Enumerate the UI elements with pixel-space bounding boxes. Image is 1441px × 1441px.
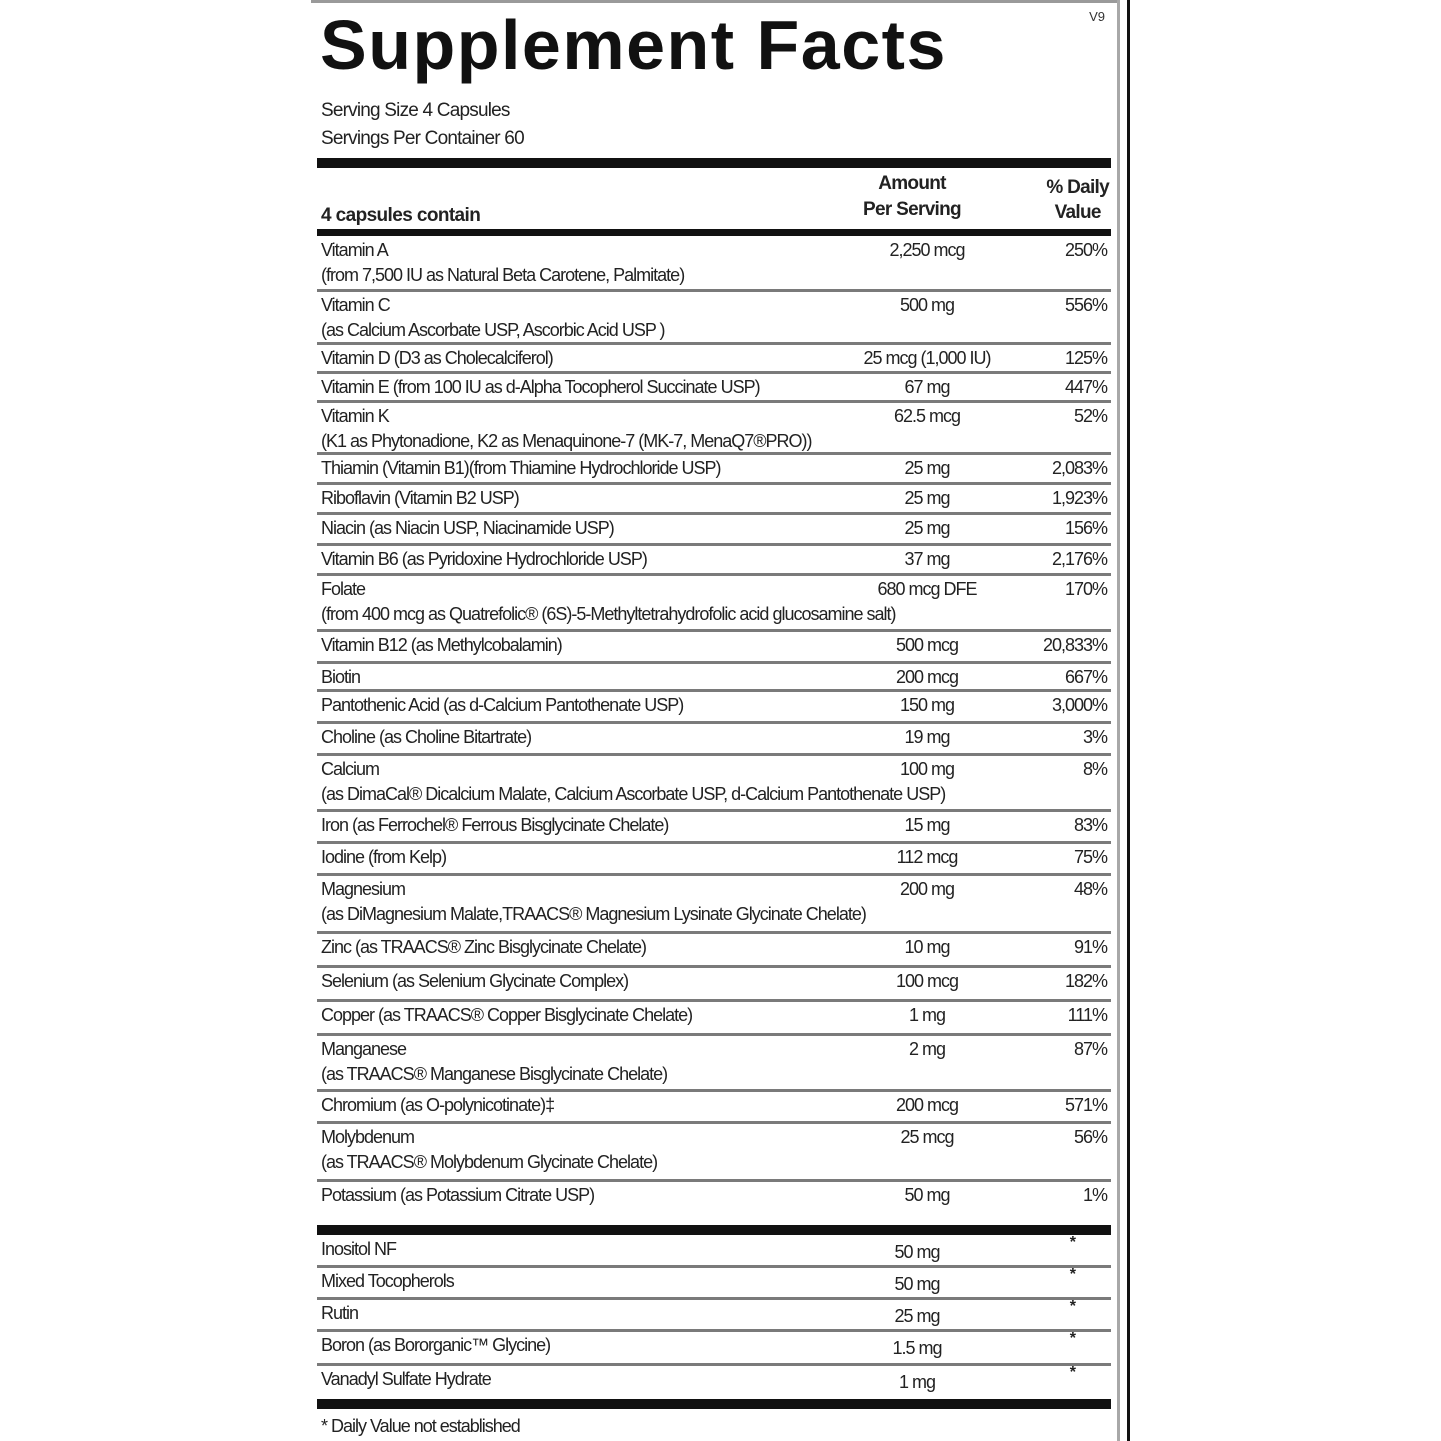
nutrient-row [317, 237, 1111, 292]
nutrient-amount: 25 mcg (1,000 IU) [863, 348, 991, 368]
nutrient-name: Folate [321, 579, 366, 599]
nutrient-row [317, 876, 1111, 934]
version-code: V9 [1089, 9, 1105, 24]
nutrient-amount: 100 mcg [895, 971, 959, 991]
nutrient-row [317, 632, 1111, 664]
ingredient-amount: 1 mg [898, 1372, 936, 1392]
nutrient-daily-value: 125% [1064, 348, 1107, 368]
header-amount [837, 171, 987, 223]
nutrient-daily-value: 83% [1073, 815, 1107, 835]
nutrient-amount: 37 mg [904, 549, 950, 569]
nutrient-row [317, 546, 1111, 576]
nutrient-name: Selenium (as Selenium Glycinate Complex) [321, 971, 629, 991]
other-ingredient-row [317, 1268, 1111, 1300]
nutrient-source: (as DimaCal® Dicalcium Malate, Calcium Ascorbate USP, d-Calcium Pantothenate USP) [321, 784, 946, 804]
footnote: * Daily Value not established [321, 1416, 520, 1436]
nutrient-daily-value: 2,176% [1051, 549, 1107, 569]
ingredient-name: Rutin [321, 1303, 359, 1323]
nutrient-row [317, 455, 1111, 485]
nutrient-amount: 25 mg [904, 488, 950, 508]
nutrient-row [317, 576, 1111, 632]
header-contain: 4 capsules contain [321, 205, 481, 226]
nutrient-source: (from 400 mcg as Quatrefolic® (6S)-5-Methyltetrahydrofolic acid glucosamine salt) [321, 604, 896, 624]
label-frame-right [1117, 0, 1120, 1441]
nutrient-amount: 2,250 mcg [889, 240, 965, 260]
nutrient-amount: 50 mg [904, 1185, 950, 1205]
nutrient-amount: 67 mg [904, 377, 950, 397]
serving-size: Serving Size 4 Capsules [321, 100, 510, 121]
supplement-facts-label [311, 0, 1117, 1441]
nutrient-row [317, 485, 1111, 515]
nutrient-row [317, 1036, 1111, 1092]
nutrient-name: Chromium (as O-polynicotinate)‡ [321, 1095, 555, 1115]
nutrient-daily-value: 1% [1082, 1185, 1107, 1205]
nutrient-source: (as TRAACS® Molybdenum Glycinate Chelate) [321, 1152, 658, 1172]
nutrient-daily-value: 250% [1064, 240, 1107, 260]
nutrient-name: Copper (as TRAACS® Copper Bisglycinate Chelate) [321, 1005, 693, 1025]
nutrient-amount: 200 mg [899, 879, 955, 899]
nutrient-name: Riboflavin (Vitamin B2 USP) [321, 488, 519, 508]
nutrient-name: Biotin [321, 667, 361, 687]
nutrient-source: (as DiMagnesium Malate,TRAACS® Magnesium Lysinate Glycinate Chelate) [321, 904, 866, 924]
nutrient-row [317, 664, 1111, 692]
nutrient-name: Vitamin E (from 100 IU as d-Alpha Tocopherol Succinate USP) [321, 377, 760, 397]
nutrient-daily-value: 571% [1064, 1095, 1107, 1115]
nutrient-row [317, 292, 1111, 345]
ingredient-daily-value: * [1069, 1266, 1075, 1283]
nutrient-amount: 500 mg [899, 295, 955, 315]
ingredient-name: Boron (as Bororganic™ Glycine) [321, 1335, 551, 1355]
nutrient-row [317, 934, 1111, 968]
other-ingredient-row [317, 1300, 1111, 1332]
ingredient-name: Mixed Tocopherols [321, 1271, 454, 1291]
nutrient-amount: 15 mg [904, 815, 950, 835]
nutrient-name: Vitamin B6 (as Pyridoxine Hydrochloride USP) [321, 549, 647, 569]
servings-per-container: Servings Per Container 60 [321, 128, 524, 149]
nutrient-name: Vitamin K [321, 406, 389, 426]
nutrient-daily-value: 20,833% [1042, 635, 1107, 655]
nutrient-name: Calcium [321, 759, 380, 779]
label-title: Supplement Facts [320, 6, 947, 84]
header-dv-line2: Value [1054, 202, 1101, 223]
nutrient-daily-value: 556% [1064, 295, 1107, 315]
nutrient-row [317, 1002, 1111, 1036]
other-ingredient-row [317, 1366, 1111, 1400]
nutrient-name: Thiamin (Vitamin B1)(from Thiamine Hydrochloride USP) [321, 458, 721, 478]
divider-thick [317, 158, 1111, 168]
header-amount-line1: Amount [878, 173, 946, 194]
nutrient-amount: 680 mcg DFE [877, 579, 977, 599]
nutrient-daily-value: 91% [1073, 937, 1107, 957]
nutrient-amount: 19 mg [904, 727, 950, 747]
nutrient-amount: 62.5 mcg [893, 406, 961, 426]
ingredient-amount: 1.5 mg [892, 1338, 942, 1358]
other-ingredients-table [317, 1236, 1111, 1400]
nutrient-daily-value: 170% [1064, 579, 1107, 599]
ingredient-name: Vanadyl Sulfate Hydrate [321, 1369, 491, 1389]
nutrient-daily-value: 56% [1073, 1127, 1107, 1147]
other-ingredient-row [317, 1332, 1111, 1366]
nutrient-row [317, 345, 1111, 374]
nutrient-daily-value: 156% [1064, 518, 1107, 538]
nutrient-row [317, 1124, 1111, 1182]
nutrient-row [317, 812, 1111, 844]
nutrient-row [317, 374, 1111, 403]
ingredient-daily-value: * [1069, 1234, 1075, 1251]
column-headers [321, 171, 1109, 229]
nutrient-amount: 150 mg [899, 695, 955, 715]
nutrient-amount: 1 mg [908, 1005, 946, 1025]
divider-thick [317, 1225, 1111, 1235]
header-amount-line2: Per Serving [863, 199, 961, 220]
ingredient-daily-value: * [1069, 1298, 1075, 1315]
nutrient-amount: 112 mcg [896, 847, 958, 867]
ingredient-daily-value: * [1069, 1364, 1075, 1381]
nutrient-daily-value: 87% [1073, 1039, 1107, 1059]
nutrient-row [317, 403, 1111, 455]
ingredient-name: Inositol NF [321, 1239, 397, 1259]
label-frame-outer [1127, 0, 1130, 1441]
nutrient-row [317, 1092, 1111, 1124]
other-ingredient-row [317, 1236, 1111, 1268]
nutrient-row [317, 692, 1111, 724]
nutrient-daily-value: 52% [1073, 406, 1107, 426]
ingredient-daily-value: * [1069, 1330, 1075, 1347]
nutrient-table [317, 237, 1111, 1214]
nutrient-name: Vitamin A [321, 240, 388, 260]
nutrient-name: Manganese [321, 1039, 407, 1059]
nutrient-row [317, 515, 1111, 546]
nutrient-daily-value: 447% [1064, 377, 1107, 397]
nutrient-amount: 100 mg [899, 759, 955, 779]
divider-thick [317, 229, 1111, 236]
nutrient-daily-value: 48% [1073, 879, 1107, 899]
nutrient-amount: 10 mg [904, 937, 950, 957]
ingredient-amount: 50 mg [894, 1274, 940, 1294]
nutrient-amount: 25 mg [904, 518, 950, 538]
ingredient-amount: 25 mg [894, 1306, 940, 1326]
ingredient-amount: 50 mg [894, 1242, 940, 1262]
nutrient-name: Choline (as Choline Bitartrate) [321, 727, 532, 747]
nutrient-name: Zinc (as TRAACS® Zinc Bisglycinate Chelate) [321, 937, 647, 957]
nutrient-name: Vitamin C [321, 295, 390, 315]
nutrient-name: Iodine (from Kelp) [321, 847, 447, 867]
nutrient-daily-value: 75% [1073, 847, 1107, 867]
header-dv-line1: % Daily [1046, 177, 1109, 198]
nutrient-source: (from 7,500 IU as Natural Beta Carotene, Palmitate) [321, 265, 685, 285]
nutrient-amount: 200 mcg [895, 667, 959, 687]
nutrient-amount: 200 mcg [895, 1095, 959, 1115]
nutrient-daily-value: 3,000% [1051, 695, 1107, 715]
nutrient-daily-value: 667% [1064, 667, 1107, 687]
nutrient-daily-value: 111% [1067, 1005, 1107, 1025]
nutrient-daily-value: 1,923% [1051, 488, 1107, 508]
nutrient-daily-value: 3% [1082, 727, 1107, 747]
nutrient-name: Iron (as Ferrochel® Ferrous Bisglycinate Chelate) [321, 815, 669, 835]
nutrient-daily-value: 2,083% [1051, 458, 1107, 478]
nutrient-name: Molybdenum [321, 1127, 415, 1147]
nutrient-source: (K1 as Phytonadione, K2 as Menaquinone-7 (MK-7, MenaQ7®PRO)) [321, 431, 812, 451]
nutrient-amount: 2 mg [908, 1039, 946, 1059]
nutrient-amount: 25 mg [904, 458, 950, 478]
divider-thick [317, 1399, 1111, 1409]
nutrient-name: Vitamin D (D3 as Cholecalciferol) [321, 348, 553, 368]
nutrient-row [317, 1182, 1111, 1214]
nutrient-daily-value: 182% [1064, 971, 1107, 991]
nutrient-amount: 25 mcg [900, 1127, 954, 1147]
nutrient-amount: 500 mcg [895, 635, 959, 655]
nutrient-name: Potassium (as Potassium Citrate USP) [321, 1185, 595, 1205]
nutrient-name: Magnesium [321, 879, 406, 899]
nutrient-name: Pantothenic Acid (as d-Calcium Pantothenate USP) [321, 695, 684, 715]
serving-info [321, 97, 524, 153]
nutrient-row [317, 968, 1111, 1002]
header-daily-value [1046, 175, 1109, 225]
nutrient-row [317, 844, 1111, 876]
nutrient-name: Niacin (as Niacin USP, Niacinamide USP) [321, 518, 614, 538]
nutrient-name: Vitamin B12 (as Methylcobalamin) [321, 635, 562, 655]
nutrient-source: (as TRAACS® Manganese Bisglycinate Chelate) [321, 1064, 668, 1084]
nutrient-row [317, 756, 1111, 812]
nutrient-daily-value: 8% [1082, 759, 1107, 779]
nutrient-row [317, 724, 1111, 756]
nutrient-source: (as Calcium Ascorbate USP, Ascorbic Acid USP ) [321, 320, 665, 340]
